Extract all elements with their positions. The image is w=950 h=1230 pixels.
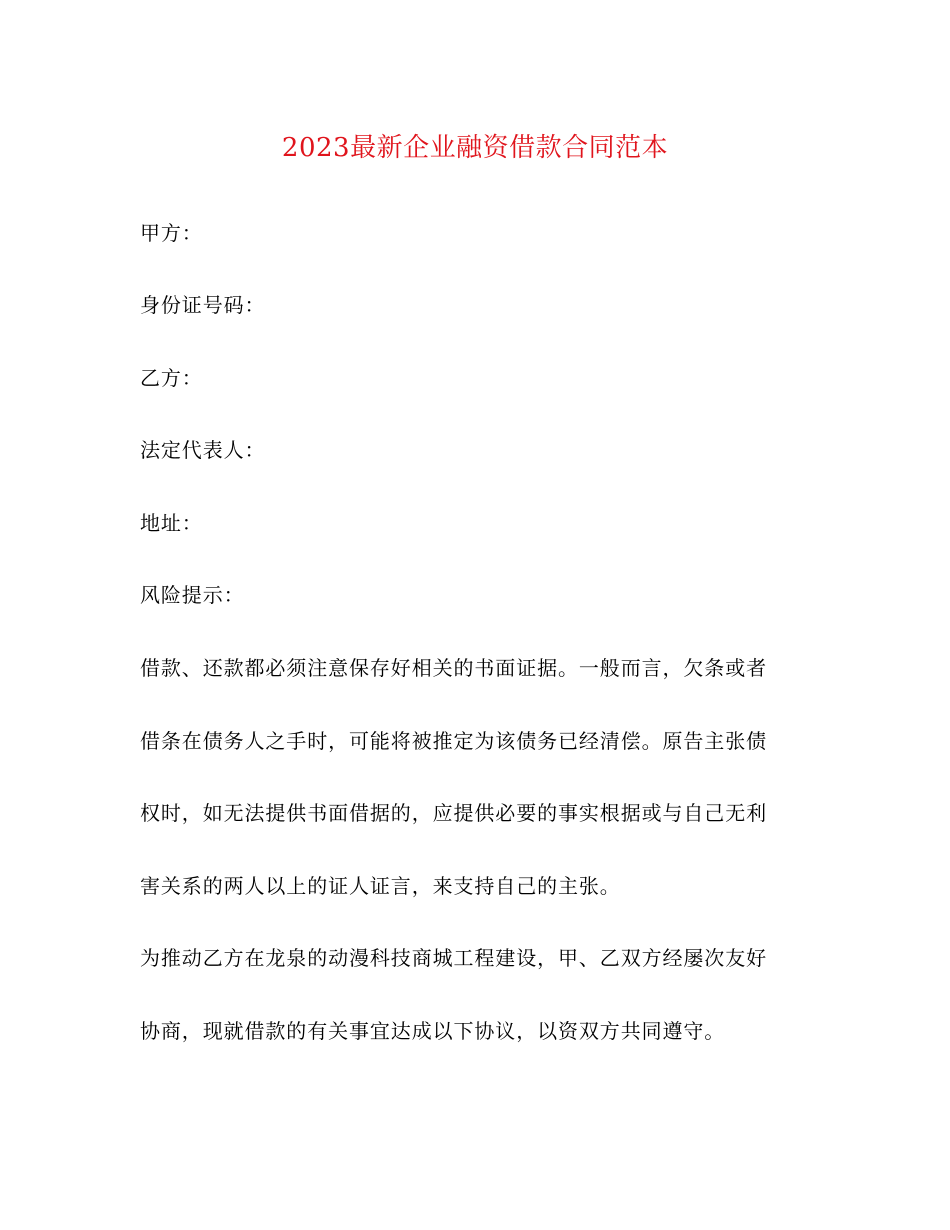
party-a-label: 甲方： xyxy=(140,221,203,245)
risk-paragraph-line: 权时，如无法提供书面借据的，应提供必要的事实根据或与自己无利 xyxy=(140,801,767,825)
document-title: 2023最新企业融资借款合同范本 xyxy=(281,133,669,163)
address-label: 地址： xyxy=(140,511,203,535)
risk-paragraph-line: 借条在债务人之手时，可能将被推定为该债务已经清偿。原告主张债 xyxy=(140,729,767,753)
id-number-label: 身份证号码： xyxy=(140,293,266,317)
legal-representative-label: 法定代表人： xyxy=(140,438,266,462)
risk-heading: 风险提示： xyxy=(140,583,245,607)
risk-paragraph-line: 害关系的两人以上的证人证言，来支持自己的主张。 xyxy=(140,874,621,898)
risk-paragraph-line: 借款、还款都必须注意保存好相关的书面证据。一般而言，欠条或者 xyxy=(140,656,767,680)
intro-paragraph-line: 协商，现就借款的有关事宜达成以下协议，以资双方共同遵守。 xyxy=(140,1019,726,1043)
party-b-label: 乙方： xyxy=(140,366,203,390)
intro-paragraph-line: 为推动乙方在龙泉的动漫科技商城工程建设，甲、乙双方经屡次友好 xyxy=(140,946,767,970)
